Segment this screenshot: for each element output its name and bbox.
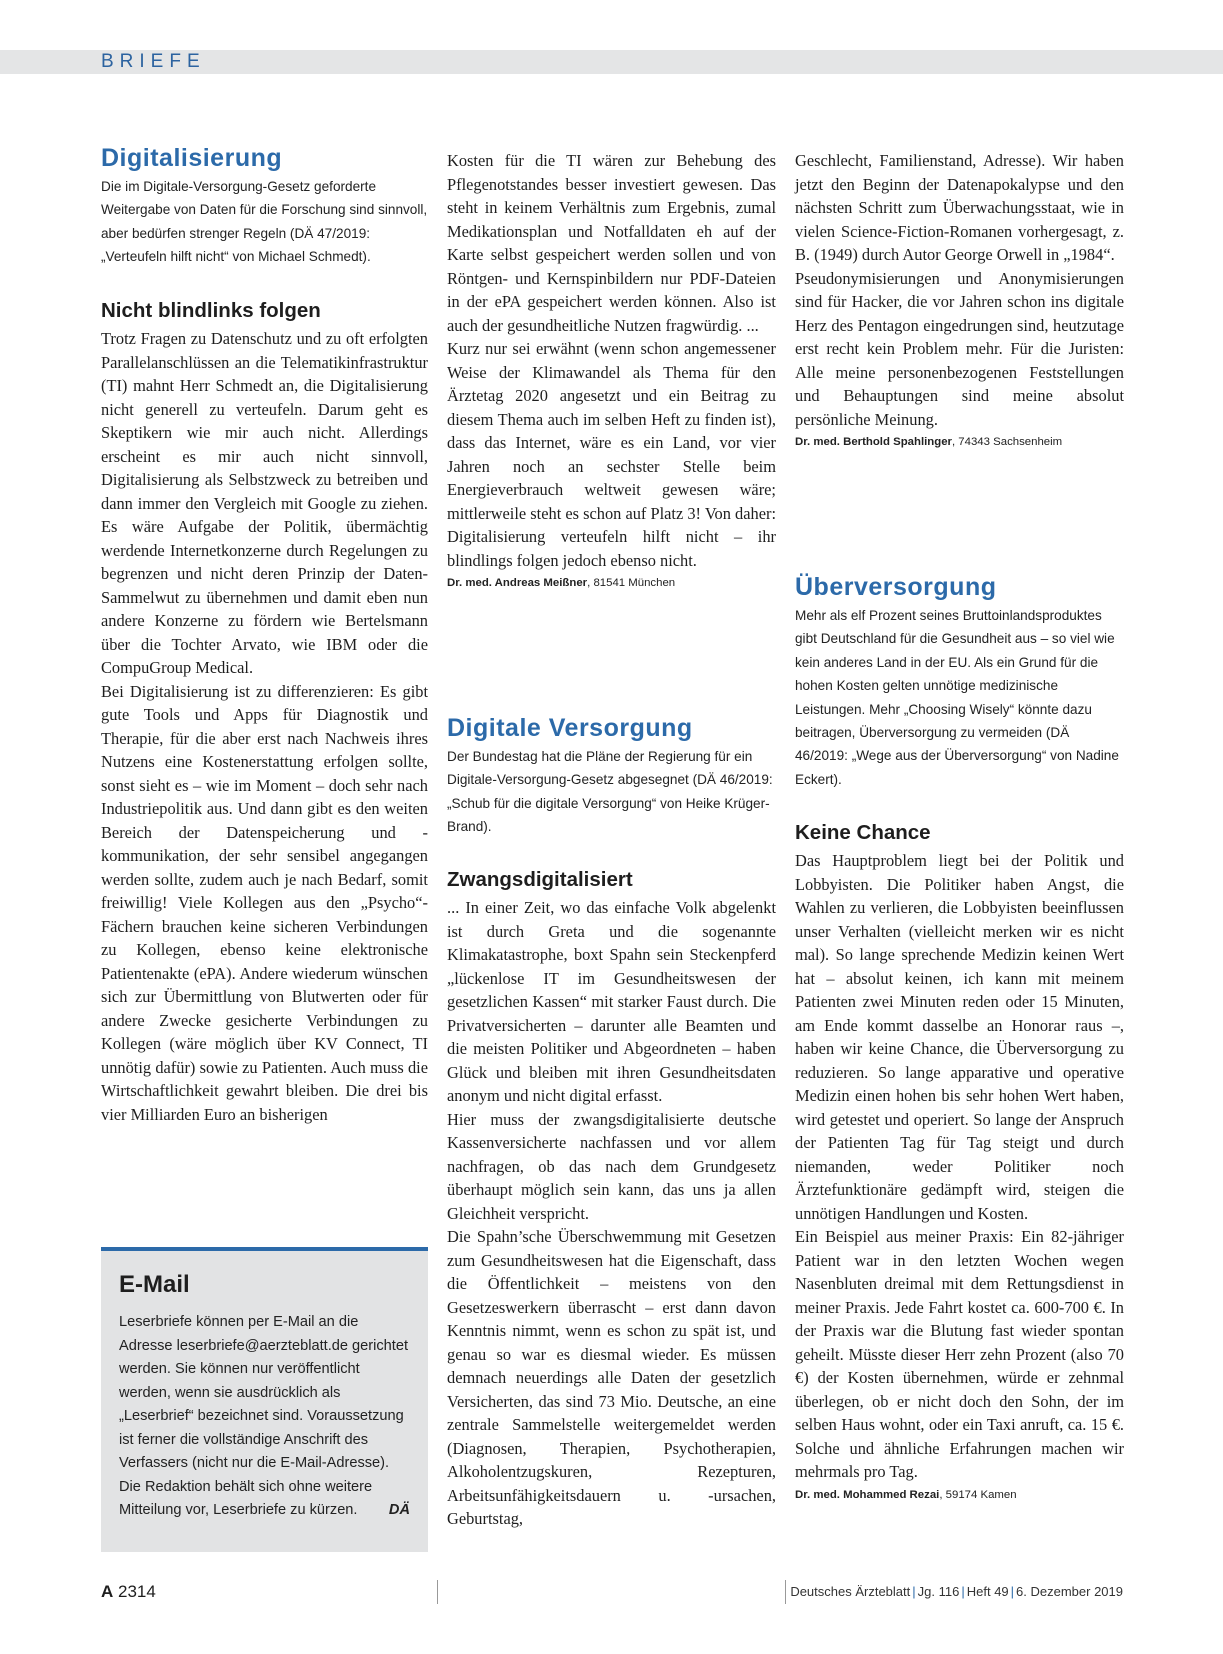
paragraph: Trotz Fragen zu Datenschutz und zu oft erfolgten Parallelanschlüssen an die Telematikinfrastruktur (TI) mahnt Herr Schmedt an, die Digitalisierung nicht generell zu verteufeln. Darum geht es Skeptikern wie mir auch nicht. Allerdings erscheint es mir auch nicht sinnvoll, Digitalisierung als Selbstzweck zu betreiben und dann immer den Vergleich mit Google zu ziehen. Es wäre Aufgabe der Politik, übermächtig werdende Internetkonzerne durch Regelungen zu begrenzen und nicht deren Prinzip der Daten-Sammelwut zu übernehmen und damit eben nun andere Konzerne zu fördern wie Bertelsmann über die Tochter Arvato, wie IBM oder die CompuGroup Medical.: [101, 329, 428, 677]
topic-title: Digitalisierung: [101, 144, 283, 172]
topic-lead: Die im Digitale-Versorgung-Gesetz geforderte Weitergabe von Daten für die Forschung sind sinnvoll, aber bedürfen strenger Regeln (DÄ 47/2019: „Verteufeln hilft nicht“ von Michael Schmedt).: [101, 179, 428, 265]
email-box-text: [119, 1311, 410, 1523]
section-label: BRIEFE: [101, 51, 206, 72]
column-divider: [785, 1580, 786, 1604]
journal-date: 6. Dezember 2019: [1016, 1584, 1123, 1599]
paragraph: Die Spahn’sche Überschwemmung mit Gesetzen zum Gesundheitswesen hat die Eigenschaft, dass die Öffentlichkeit – meistens von den Gesetzeswerkern überrascht – erst dann davon Kenntnis nimmt, wenn es schon zu spät ist, und genau so war es diesmal wieder. Es müssen demnach neuerdings alle Daten der gesetzlich Versicherten, das sind 73 Mio. Deutsche, an eine zentrale Sammelstelle weitergemeldet werden (Diagnosen, Therapien, Psychotherapien, Alkoholentzugskuren, Rezepturen, Arbeitsunfähigkeitsdauern u. -ursachen, Geburtstag,: [447, 1227, 776, 1528]
paragraph: Das Hauptproblem liegt bei der Politik und Lobbyisten. Die Politiker haben Angst, die Wahlen zu verlieren, die Lobbyisten beeinflussen unser Verhalten (vielleicht merken wir es nicht mal). So lange sprechende Medizin keinen Wert hat – absolut keinen, ich kann mit meinem Patienten zwei Minuten reden oder 15 Minuten, am Ende kommt dasselbe an Honorar raus –, haben wir keine Chance, die Überversorgung zu reduzieren. So lange apparative und operative Medizin einen hohen bis sehr hohen Wert haben, wird getestet und operiert. So lange der Anspruch der Patienten Tag für Tag steigt und durch niemanden, weder Politiker noch Ärztefunktionäre gedämpft wird, steigen die unnötigen Handlungen und Kosten.: [795, 851, 1124, 1223]
letter-signature: [795, 1487, 1124, 1503]
column-divider: [437, 1580, 438, 1604]
topic-lead: Mehr als elf Prozent seines Bruttoinlandsproduktes gibt Deutschland für die Gesundheit aus – so viel wie kein anderes Land in der EU. Als ein Grund für die hohen Kosten gelten unnötige medizinische Leistungen. Mehr „Choosing Wisely“ könnte dazu beitragen, Überversorgung zu vermeiden (DÄ 46/2019: „Wege aus der Überversorgung“ von Nadine Eckert).: [795, 608, 1119, 787]
letter-keine-chance: [795, 820, 1124, 1503]
paragraph: Bei Digitalisierung ist zu differenzieren: Es gibt gute Tools und Apps für Diagnostik und Therapie, für die aber erst nach Nachweis ihres Nutzens eine Kostenerstattung erfolgen sollte, sonst sieht es – wie im Moment – doch sehr nach Industriepolitik aus. Und dann gibt es den weiten Bereich der Datenspeicherung und -kommunikation, der sehr sensibel angegangen werden sollte, zudem auch je nach Bedarf, somit freiwillig! Viele Kollegen aus den „Psycho“-Fächern brauchen keine sicheren Verbindungen zu Kollegen, ebenso keine elektronische Patientenakte (ePA). Andere wiederum wünschen sich zur Übermittlung von Blutwerten oder für andere Zwecke gesicherte Verbindungen zu Kollegen (wäre möglich über KV Connect, TI unnötig dafür) sowie zu Patienten. Auch muss die Wirtschaftlichkeit gewahrt bleiben. Die drei bis vier Milliarden Euro an bisherigen: [101, 681, 428, 1124]
topic-ueberversorgung: [795, 572, 1124, 791]
journal-issue: Heft 49: [966, 1584, 1009, 1599]
paragraph: Kurz nur sei erwähnt (wenn schon angemessener Weise der Klimawandel als Thema für den Ärztetag 2020 angesetzt und ein Beitrag zu diesem Thema auch im selben Heft zu finden ist), dass das Internet, wäre es ein Land, vor vier Jahren noch an sechster Stelle beim Energieverbrauch weltweit gewesen wäre; mittlerweile steht es schon auf Platz 3! Von daher: Digitalisierung verteufeln hilft nicht – ihr blindlings folgen jedoch ebenso nicht.: [447, 339, 776, 570]
letter-body: [795, 149, 1124, 431]
email-box-title: E-Mail: [119, 1271, 190, 1298]
journal-volume: Jg. 116: [917, 1584, 960, 1599]
page-number-value: 2314: [118, 1582, 156, 1601]
letter-body: [447, 896, 776, 1531]
author-name: Dr. med. Andreas Meißner: [447, 577, 588, 589]
paragraph: Ein Beispiel aus meiner Praxis: Ein 82-jähriger Patient war in den letzten Wochen wegen Nasenbluten dreimal mit dem Rettungsdienst in meiner Praxis. Jede Fahrt kostet ca. 600-700 €. In der Praxis war die Blutung fast wieder spontan geheilt. Müsste dieser Herr zehn Prozent (also 70 €) der Kosten übernehmen, würde er zehnmal überlegen, ob er nicht doch den Sohn, der im selben Haus wohnt, oder ein Taxi anruft, ca. 15 €. Solche und ähnliche Erfahrungen machen wir mehrmals pro Tag.: [795, 1227, 1124, 1481]
letter-signature: [795, 434, 1124, 450]
paragraph: ... In einer Zeit, wo das einfache Volk abgelenkt ist durch Greta und die sogenannte Klimakatastrophe, boxt Spahn sein Steckenpferd „lückenlose IT im Gesundheitswesen der gesetzlichen Kassen“ mit starker Faust durch. Die Privatversicherten – darunter alle Beamten und die meisten Politiker und Abgeordneten – haben Glück und bleiben mit ihren Gesundheitsdaten anonym und nicht digital erfasst.: [447, 898, 776, 1105]
email-box-tag: DÄ: [388, 1502, 410, 1518]
letter-zwangsdigitalisiert-continued: [795, 149, 1124, 450]
topic-title: Digitale Versorgung: [447, 714, 693, 742]
topic-digitale-versorgung: [447, 713, 776, 839]
author-name: Dr. med. Mohammed Rezai: [795, 1488, 940, 1501]
page-number: [101, 1581, 156, 1603]
journal-name: Deutsches Ärzteblatt: [790, 1584, 911, 1599]
letter-blindlinks: [101, 298, 428, 1126]
page-prefix: A: [101, 1582, 114, 1601]
paragraph: Pseudonymisierungen und Anonymisierungen sind für Hacker, die vor Jahren schon ins digitale Herz des Pentagon eingedrungen sind, heutzutage erst recht kein Problem mehr. Für die Juristen: Alle meine personenbezogenen Feststellungen und Behauptungen sind meine absolut persönliche Meinung.: [795, 268, 1124, 429]
topic-title: Überversorgung: [795, 573, 997, 601]
letter-title: Zwangsdigitalisiert: [447, 868, 633, 891]
letter-body: [101, 327, 428, 1126]
email-box-body: Leserbriefe können per E-Mail an die Adresse leserbriefe@aerzteblatt.de gerichtet werden. Sie können nur veröffentlicht werden, wenn sie ausdrücklich als „Leserbrief“ bezeichnet sind. Voraussetzung ist ferner die vollständige Anschrift des Verfassers (nicht nur die E-Mail-Adresse). Die Redaktion behält sich ohne weitere Mitteilung vor, Leserbriefe zu kürzen.: [119, 1314, 409, 1518]
paragraph: Hier muss der zwangsdigitalisierte deutsche Kassenversicherte nachfassen und vor allem nachfragen, ob das nach dem Grundgesetz überhaupt möglich sein kann, das uns ja allen Gleichheit verspricht.: [447, 1109, 776, 1223]
author-place: , 74343 Sachsenheim: [951, 436, 1063, 448]
topic-lead: Der Bundestag hat die Pläne der Regierung für ein Digitale-Versorgung-Gesetz abgesegnet (DÄ 46/2019: „Schub für die digitale Versorgung“ von Heike Krüger-Brand).: [447, 749, 773, 835]
letter-zwangsdigitalisiert: [447, 867, 776, 1531]
letter-body: [795, 849, 1124, 1484]
letter-body: [447, 149, 776, 572]
paragraph: Kosten für die TI wären zur Behebung des Pflegenotstandes besser investiert gewesen. Das steht in keinem Verhältnis zum Ergebnis, zumal Medikationsplan und Notfalldaten eh auf der Karte selbst gespeichert werden sollen und von Röntgen- und Kernspinbildern nur PDF-Dateien in der ePA gespeichert werden können. Also ist auch der gesundheitliche Nutzen fragwürdig. ...: [447, 151, 776, 335]
topic-digitalisierung: [101, 143, 428, 269]
letter-blindlinks-continued: [447, 149, 776, 591]
paragraph: Geschlecht, Familienstand, Adresse). Wir haben jetzt den Beginn der Datenapokalypse und den nächsten Schritt zum Überwachungsstaat, wie in vielen Science-Fiction-Romanen vorhergesagt, z. B. (1949) durch Autor George Orwell in „1984“.: [795, 151, 1124, 264]
letter-signature: [447, 575, 776, 591]
author-place: , 59174 Kamen: [939, 1488, 1017, 1501]
email-info-box: [101, 1247, 428, 1552]
letter-title: Keine Chance: [795, 821, 931, 844]
letter-title: Nicht blindlinks folgen: [101, 299, 321, 322]
author-place: , 81541 München: [587, 577, 676, 589]
journal-info: Deutsches Ärzteblatt | Jg. 116 | Heft 49 | 6. Dezember 2019: [790, 1584, 1123, 1599]
author-name: Dr. med. Berthold Spahlinger: [795, 436, 952, 448]
